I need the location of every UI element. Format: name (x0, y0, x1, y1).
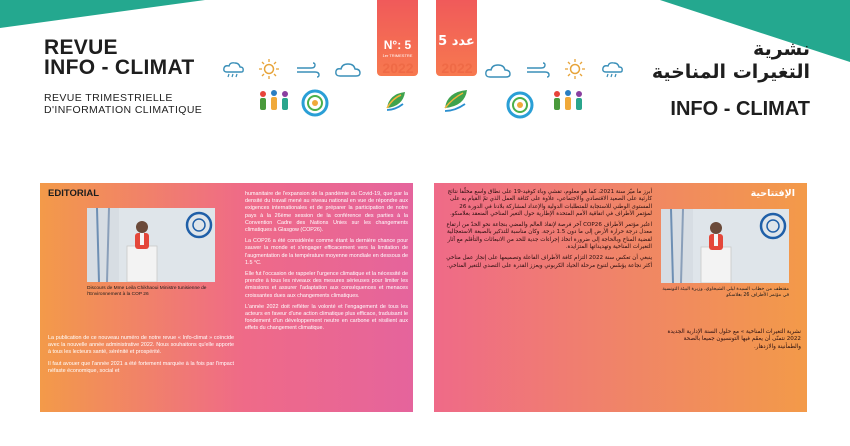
title-arabic (652, 38, 810, 84)
paragraph: ينبغي أن تعكس سنة 2022 التزام كافة الأطراف الفاعلة وتصميمها على إنجاز عمل مناخي أكثر نجاعة يؤسّس لتنوع مرحلة الحياد الكربوني ويعزز القدرة على التصدي للتغير المناخي. (446, 255, 652, 269)
sun-icon (258, 58, 280, 80)
title-arabic-line2: التغيرات المناخية (651, 61, 810, 83)
ring-emblem-logo (300, 88, 330, 118)
masthead (0, 0, 850, 168)
photo-caption: Discours de Mme Leila Chikhaoui Ministre tunisienne de l'Environnement à la COP 26 (87, 286, 207, 297)
iftitahiya-column-1 (442, 189, 652, 274)
issue-number-french: N°: 5 (383, 38, 412, 52)
issue-year-arabic: 2022 (441, 60, 473, 76)
editorial-column-1 (48, 335, 234, 379)
subtitle-french-line1: REVUE TRIMESTRIELLE (44, 92, 173, 104)
paragraph: Il faut avouer que l'année 2021 a été fortement marquée à la fois par l'impact néfaste économique, social et (48, 360, 234, 374)
title-french (44, 38, 194, 78)
speaker-photo (87, 208, 215, 282)
paragraph: Elle fut l'occasion de rappeler l'urgence climatique et la nécessité de prendre à tous les niveaux des mesures sérieuses pour limiter les émissions et assurer l'adaptation aux conséquences et menaces croissantes dues aux changements climatiques. (245, 271, 408, 299)
rain-cloud-icon (600, 60, 626, 80)
wind-icon (525, 62, 551, 78)
ring-emblem-logo (505, 90, 535, 120)
issue-year-french: 2022 (382, 60, 414, 76)
title-french-line1: REVUE (44, 36, 118, 59)
editorial-page (40, 183, 413, 412)
leaf-logo (383, 88, 409, 114)
iftitahiya-column-2 (660, 329, 801, 355)
paragraph: اعتُبر مؤتمر الأطراف COP26 آخر فرصة لإنقاذ العالم والمضي بنجاعة نحو الحدّ من ارتفاع معدل درجة حرارة الأرض إلى ما دون 1.5 درجة. وكان مناسبة للتذكير بالصبغة الاستعجالية لقضية المناخ وبالحاجة إلى ضرورة اتخاذ إجراءات جدية للحد من الانبعاثات والتأقلم مع آثار التغيرات المناخية وتهديداتها المتزايدة. (446, 222, 652, 251)
speaker-photo-illustration (661, 209, 789, 283)
title-arabic-line1: نشرية (753, 38, 810, 60)
speaker-photo (661, 209, 789, 283)
speaker-photo-illustration (87, 208, 215, 282)
photo-caption: مقتطف من خطاب السيدة ليلى الشيخاوي، وزيرة البيئة التونسية في مؤتمر الأطراف 26 بغلاسكو (662, 287, 789, 298)
teal-corner-left (0, 0, 205, 28)
people-logo (550, 88, 586, 114)
sun-icon (564, 58, 586, 80)
people-logo (256, 88, 292, 114)
title-french-line2: INFO - CLIMAT (44, 56, 195, 79)
paragraph: أبرز ما ميّز سنة 2021، كما هو معلوم، تفشي وباء كوفيد-19 على نطاق واسع مخلّفا نتائج كارثية على الصعيد الاقتصادي والاجتماعي، علاوة على كثافة العمل الذي تمّ القيام به على المستوى الوطني للاستجابة للمتطلبات الدولية والإعداد لمشاركة بلادنا في الدورة 26 لمؤتمر الأطراف في اتفاقية الأمم المتحدة الإطارية حول التغير المناخي المنعقد بغلاسكو. (447, 189, 652, 217)
wind-icon (295, 62, 321, 78)
issue-number-arabic: عدد 5 (438, 34, 475, 49)
title-arabic-latin: INFO - CLIMAT (670, 98, 810, 120)
paragraph: L'année 2022 doit refléter la volonté et l'engagement de tous les acteurs en faveur d'une action climatique plus efficace, traduisant le fondement d'un développement neutre en carbone et résilient aux effets du changement climatique. (245, 303, 408, 332)
paragraph: La COP26 a été considérée comme étant la dernière chance pour sauver la monde et s'engager efficacement vers la limitation de l'augmentation de la température moyenne mondiale en dessous de 1.5 °C. (245, 238, 408, 266)
iftitahiya-page (434, 183, 807, 412)
subtitle-french-line2: D'INFORMATION CLIMATIQUE (44, 104, 203, 116)
subtitle-french (44, 92, 202, 116)
cloud-icon (484, 62, 512, 80)
editorial-column-2 (245, 191, 408, 337)
editorial-heading: EDITORIAL (48, 188, 100, 199)
paragraph: نشرية التغيرات المناخية » مع حلول السنة الإدارية الجديدة 2022 نتمنّى أن يعمّم فيها التونسيون جميعا بالصحة والطمأنينة والازدهار. (667, 329, 801, 350)
iftitahiya-heading: الإفتتاحية (750, 188, 795, 199)
rain-cloud-icon (221, 60, 247, 80)
paragraph: humanitaire de l'expansion de la pandémie du Covid-19, que par la densité du travail mené au niveau national en vue de répondre aux exigences internationales et de préparer la participation de notre pays à la 26ème session de la conférence des parties à la Convention Cadre des Nations Unies sur les changements climatiques à Glasgow (COP26). (245, 191, 408, 234)
paragraph: La publication de ce nouveau numéro de notre revue « Info-climat » coïncide avec la nouvelle année administrative 2022. Nous souhaitons qu'elle apporte à tous les lecteurs santé, sérénité et prospérité. (48, 335, 234, 356)
cloud-icon (334, 61, 362, 79)
issue-quarter-french: 1er TRIMESTRE (382, 53, 413, 58)
leaf-logo (441, 86, 473, 114)
